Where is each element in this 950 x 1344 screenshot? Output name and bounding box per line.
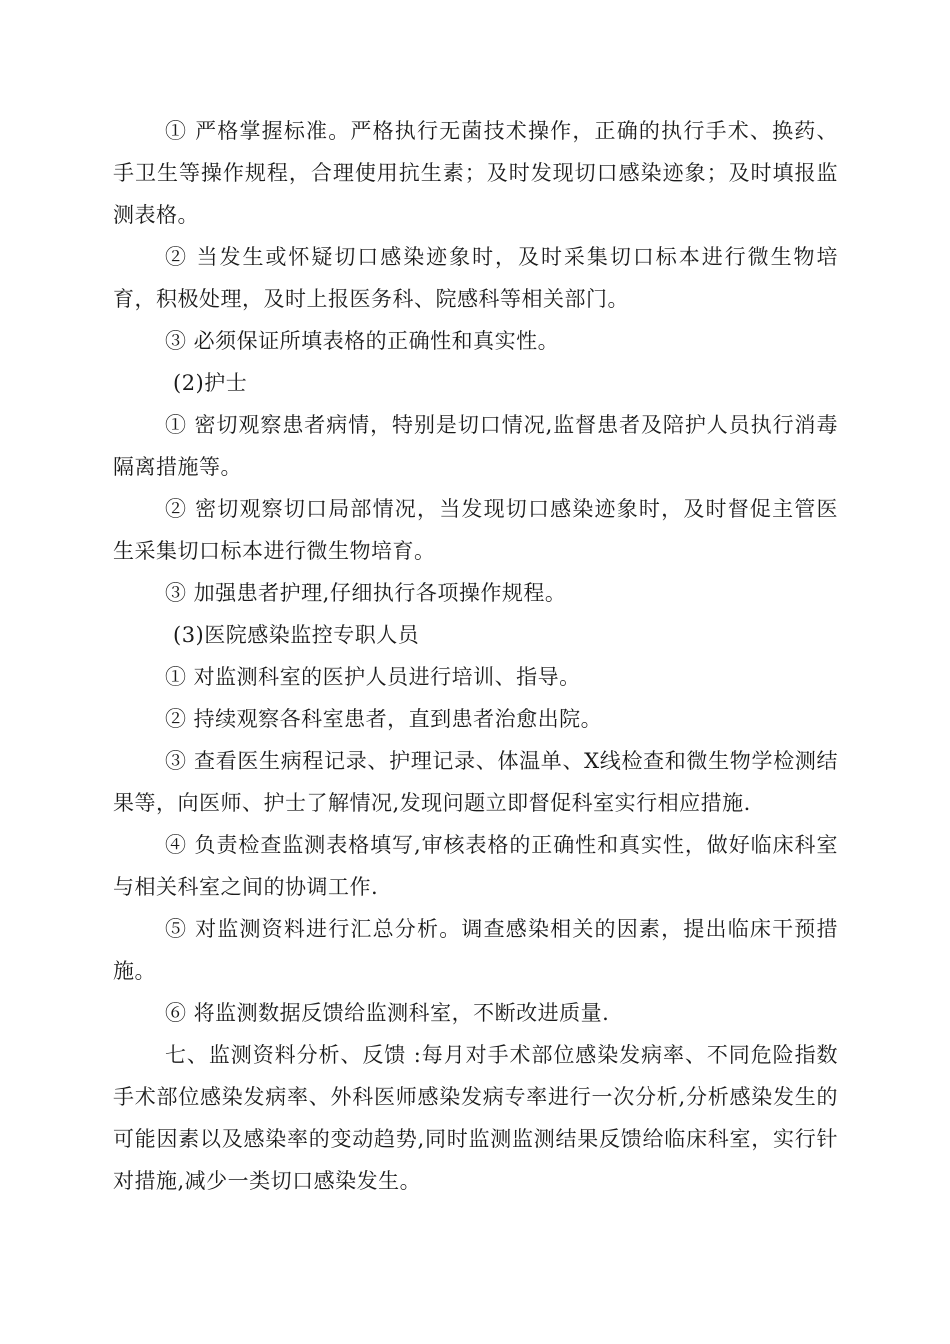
paragraph-staff-6: ⑥ 将监测数据反馈给监测科室，不断改进质量. (165, 1001, 610, 1025)
paragraph-nurse-2: ② 密切观察切口局部情况，当发现切口感染迹象时，及时督促主管医生采集切口标本进行微生物培育。 (113, 497, 838, 563)
paragraph-staff-5: ⑤ 对监测资料进行汇总分析。调查感染相关的因素，提出临床干预措施。 (113, 917, 838, 983)
paragraph-doctor-3: ③ 必须保证所填表格的正确性和真实性。 (165, 329, 560, 353)
paragraph-doctor-2: ② 当发生或怀疑切口感染迹象时，及时采集切口标本进行微生物培育，积极处理，及时上报医务科、院感科等相关部门。 (113, 245, 838, 311)
paragraph-doctor-1: ① 严格掌握标准。严格执行无菌技术操作，正确的执行手术、换药、手卫生等操作规程，合理使用抗生素；及时发现切口感染迹象；及时填报监测表格。 (113, 119, 838, 227)
paragraph-staff-2: ② 持续观察各科室患者，直到患者治愈出院。 (165, 707, 603, 731)
paragraph-staff-3: ③ 查看医生病程记录、护理记录、体温单、X线检查和微生物学检测结果等，向医师、护士了解情况,发现问题立即督促科室实行相应措施. (113, 749, 838, 815)
paragraph-nurse-1: ① 密切观察患者病情，特别是切口情况,监督患者及陪护人员执行消毒隔离措施等。 (113, 413, 838, 479)
heading-nurse: (2)护士 (173, 371, 248, 395)
paragraph-nurse-3: ③ 加强患者护理,仔细执行各项操作规程。 (165, 581, 567, 605)
paragraph-staff-4: ④ 负责检查监测表格填写,审核表格的正确性和真实性，做好临床科室与相关科室之间的协调工作. (113, 833, 838, 899)
document-page (113, 110, 838, 1202)
heading-infection-staff: (3)医院感染监控专职人员 (173, 623, 420, 647)
paragraph-staff-1: ① 对监测科室的医护人员进行培训、指导。 (165, 665, 581, 689)
section-seven-analysis: 七、监测资料分析、反馈 :每月对手术部位感染发病率、不同危险指数手术部位感染发病率、外科医师感染发病专率进行一次分析,分析感染发生的可能因素以及感染率的变动趋势,同时监测监测结果反馈给临床科室，实行针对措施,减少一类切口感染发生。 (113, 1043, 838, 1193)
